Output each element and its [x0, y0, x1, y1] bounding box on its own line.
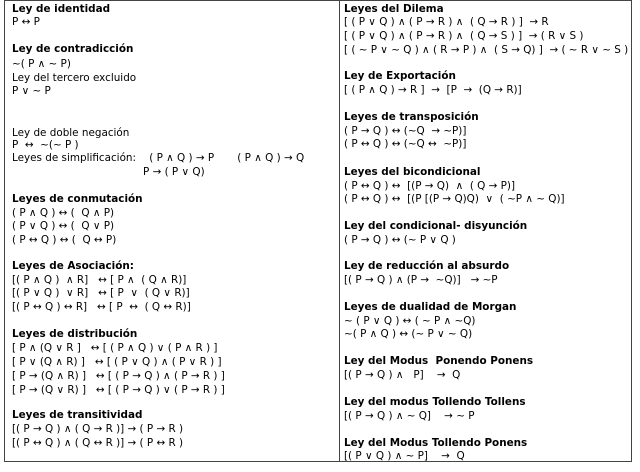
- exportation-formula: [ ( P ∧ Q ) → R ] → [P → (Q → R)]: [344, 84, 522, 96]
- absurd-reduction-heading: Ley de reducción al absurdo: [344, 260, 510, 272]
- dilemma-law: [ ( P ∨ Q ) ∧ ( P → R ) ∧ ( Q → S ) ] → ( R ∨ S ): [344, 30, 584, 42]
- biconditional-law: ( P ↔ Q ) ↔ [(P → Q) ∧ ( Q → P)]: [344, 180, 516, 192]
- morgan-law: ~( P ∧ Q ) ↔ (~ P ∨ ~ Q): [344, 328, 473, 340]
- tollendo-ponens-heading: Ley del Modus Tollendo Ponens: [344, 437, 528, 449]
- identity-heading: Ley de identidad: [12, 3, 111, 15]
- association-law: [( P ↔ Q ) ↔ R] ↔ [ P ↔ ( Q ↔ R)]: [12, 301, 191, 313]
- transposition-heading: Leyes de transposición: [344, 111, 479, 123]
- commutation-heading: Leyes de conmutación: [12, 193, 143, 205]
- commutation-law: ( P ↔ Q ) ↔ ( Q ↔ P): [12, 234, 117, 246]
- dilemma-law: [ ( ~ P ∨ ~ Q ) ∧ ( R → P ) ∧ ( S → Q) ] → ( ~ R ∨ ~ S ): [344, 44, 629, 56]
- distribution-law: [ P ∧ (Q ∨ R ] ↔ [ ( P ∧ Q ) ∨ ( P ∧ R ) ]: [12, 342, 218, 354]
- logic-laws-table: [4, 0, 632, 462]
- association-law: [( P ∧ Q ) ∧ R] ↔ [ P ∧ ( Q ∧ R)]: [12, 274, 187, 286]
- simplification-line-1: Leyes de simplificación: ( P ∧ Q ) → P ( P ∧ Q ) → Q: [12, 152, 305, 164]
- transposition-law: ( P ↔ Q ) ↔ (~Q ↔ ~P)]: [344, 138, 467, 150]
- distribution-heading: Leyes de distribución: [12, 328, 138, 340]
- transitivity-law: [( P → Q ) ∧ ( Q → R )] → ( P → R ): [12, 423, 184, 435]
- distribution-law: [ P → (Q ∧ R) ] ↔ [ ( P → Q ) ∧ ( P → R ) ]: [12, 370, 225, 382]
- biconditional-heading: Leyes del bicondicional: [344, 166, 481, 178]
- ponendo-ponens-formula: [( P → Q ) ∧ P] → Q: [344, 369, 461, 381]
- dilemma-law: [ ( P ∨ Q ) ∧ ( P → R ) ∧ ( Q → R ) ] → R: [344, 16, 549, 28]
- transitivity-heading: Leyes de transitividad: [12, 409, 143, 421]
- ponendo-ponens-heading: Ley del Modus Ponendo Ponens: [344, 355, 534, 367]
- commutation-law: ( P ∧ Q ) ↔ ( Q ∧ P): [12, 207, 115, 219]
- double-negation-formula: P ↔ ~(~ P ): [12, 139, 79, 151]
- commutation-law: ( P ∨ Q ) ↔ ( Q ∨ P): [12, 220, 115, 232]
- morgan-law: ~ ( P ∨ Q ) ↔ ( ~ P ∧ ~Q): [344, 315, 476, 327]
- distribution-law: [ P → (Q ∨ R) ] ↔ [ ( P → Q ) ∨ ( P → R ) ]: [12, 384, 225, 396]
- double-negation-label: Ley de doble negación: [12, 127, 130, 139]
- association-heading: Leyes de Asociación:: [12, 260, 134, 272]
- transposition-law: ( P → Q ) ↔ (~Q → ~P)]: [344, 125, 467, 137]
- exportation-heading: Ley de Exportación: [344, 70, 456, 82]
- absurd-reduction-formula: [( P → Q ) ∧ (P → ~Q)] → ~P: [344, 274, 498, 286]
- conditional-disjunction-formula: ( P → Q ) ↔ (~ P ∨ Q ): [344, 234, 456, 246]
- simplification-line-2: P → ( P ∨ Q): [143, 166, 205, 178]
- morgan-heading: Leyes de dualidad de Morgan: [344, 301, 517, 313]
- identity-formula: P ↔ P: [12, 16, 40, 28]
- conditional-disjunction-heading: Ley del condicional- disyunción: [344, 220, 528, 232]
- excluded-middle-formula: P ∨ ~ P: [12, 85, 51, 97]
- dilemma-heading: Leyes del Dilema: [344, 3, 444, 15]
- tollendo-ponens-formula: [( P ∨ Q ) ∧ ~ P] → Q: [344, 450, 465, 462]
- association-law: [( P ∨ Q ) ∨ R] ↔ [ P ∨ ( Q ∨ R)]: [12, 287, 190, 299]
- excluded-middle-label: Ley del tercero excluido: [12, 72, 137, 84]
- transitivity-law: [( P ↔ Q ) ∧ ( Q ↔ R )] → ( P ↔ R ): [12, 437, 184, 449]
- contradiction-formula: ~( P ∧ ~ P): [12, 58, 71, 70]
- biconditional-law: ( P ↔ Q ) ↔ [(P [(P → Q)Q) ∨ ( ~P ∧ ~ Q)]: [344, 193, 565, 205]
- contradiction-heading: Ley de contradicción: [12, 43, 134, 55]
- distribution-law: [ P ∨ (Q ∧ R) ] ↔ [ ( P ∨ Q ) ∧ ( P ∨ R ) ]: [12, 356, 222, 368]
- tollendo-tollens-heading: Ley del modus Tollendo Tollens: [344, 396, 526, 408]
- tollendo-tollens-formula: [( P → Q ) ∧ ~ Q] → ~ P: [344, 410, 475, 422]
- column-divider: [339, 1, 340, 461]
